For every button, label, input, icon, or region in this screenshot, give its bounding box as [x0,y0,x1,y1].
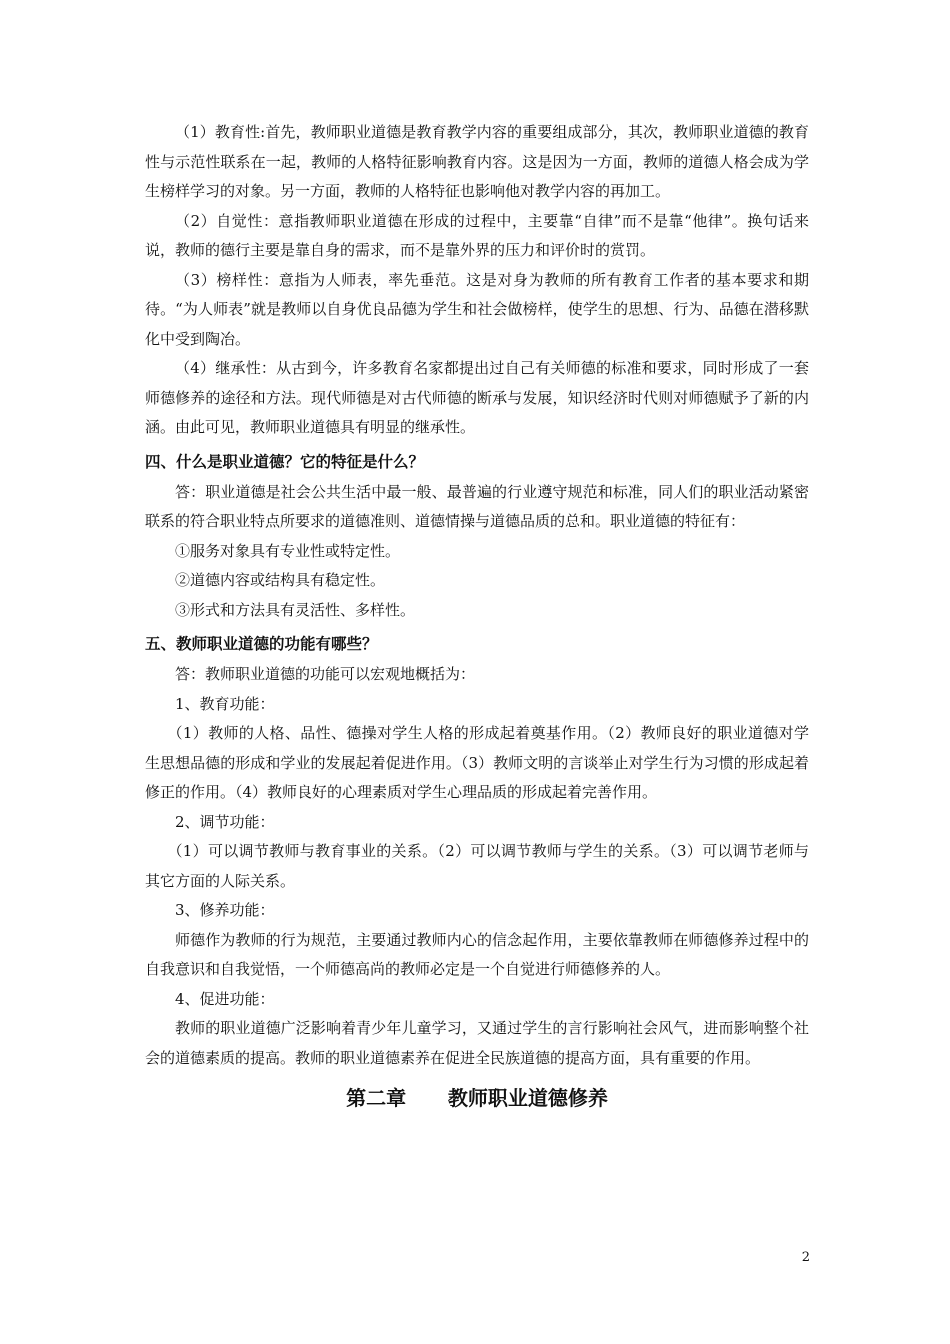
function-education-text: （1）教师的人格、品性、德操对学生人格的形成起着奠基作用。（2）教师良好的职业道德对学生思想品德的形成和学业的发展起着促进作用。（3）教师文明的言谈举止对学生行为习惯的形成起着修正的作用。（4）教师良好的心理素质对学生心理品质的形成起着完善作用。 [145,724,809,801]
function-education-title: 1、教育功能： [175,694,275,713]
function-promotion-text: 教师的职业道德广泛影响着青少年儿童学习，又通过学生的言行影响社会风气，进而影响整个社会的道德素质的提高。教师的职业道德素养在促进全民族道德的提高方面，具有重要的作用。 [145,1019,809,1067]
function-cultivation-text: 师德作为教师的行为规范，主要通过教师内心的信念起作用，主要依靠教师在师德修养过程中的自我意识和自我觉悟，一个师德高尚的教师必定是一个自觉进行师德修养的人。 [145,930,809,978]
list-item: ②道德内容或结构具有稳定性。 [175,571,386,589]
list-item: ③形式和方法具有灵活性、多样性。 [175,600,416,619]
page-content [145,118,809,1115]
chapter-title: 第二章 教师职业道德修养 [346,1086,608,1110]
paragraph-exemplary: （3）榜样性：意指为人师表，率先垂范。这是对身为教师的所有教育工作者的基本要求和期待。“为人师表”就是教师以自身优良品德为学生和社会做榜样，使学生的思想、行为、品德在潜移默化中受到陶冶。 [145,270,809,348]
function-regulation-title: 2、调节功能： [175,812,275,831]
section-four-heading: 四、什么是职业道德？它的特征是什么？ [145,452,425,471]
list-item: ①服务对象具有专业性或特定性。 [175,541,401,560]
function-regulation-text: （1）可以调节教师与教育事业的关系。（2）可以调节教师与学生的关系。（3）可以调节老师与其它方面的人际关系。 [145,842,809,890]
section-five-heading: 五、教师职业道德的功能有哪些？ [145,635,378,653]
section-five-answer: 答：教师职业道德的功能可以宏观地概括为： [175,665,476,683]
function-cultivation-title: 3、修养功能： [175,901,275,919]
function-promotion-title: 4、促进功能： [175,989,275,1008]
page-number: 2 [801,1250,810,1265]
paragraph-educational: （1）教育性:首先，教师职业道德是教育教学内容的重要组成部分，其次，教师职业道德的教育性与示范性联系在一起，教师的人格特征影响教育内容。这是因为一方面，教师的道德人格会成为学生榜样学习的对象。另一方面，教师的人格特征也影响他对教学内容的再加工。 [145,123,809,200]
paragraph-self-discipline: （2）自觉性：意指教师职业道德在形成的过程中，主要靠“自律”而不是靠“他律”。换句话来说，教师的德行主要是靠自身的需求，而不是靠外界的压力和评价时的赏罚。 [145,211,809,259]
section-four-answer: 答：职业道德是社会公共生活中最一般、最普遍的行业遵守规范和标准，同人们的职业活动紧密联系的符合职业特点所要求的道德准则、道德情操与道德品质的总和。职业道德的特征有： [145,482,809,530]
paragraph-inheritance: （4）继承性：从古到今，许多教育名家都提出过自己有关师德的标准和要求，同时形成了一套师德修养的途径和方法。现代师德是对古代师德的断承与发展，知识经济时代则对师德赋予了新的内涵。由此可见，教师职业道德具有明显的继承性。 [145,359,809,436]
